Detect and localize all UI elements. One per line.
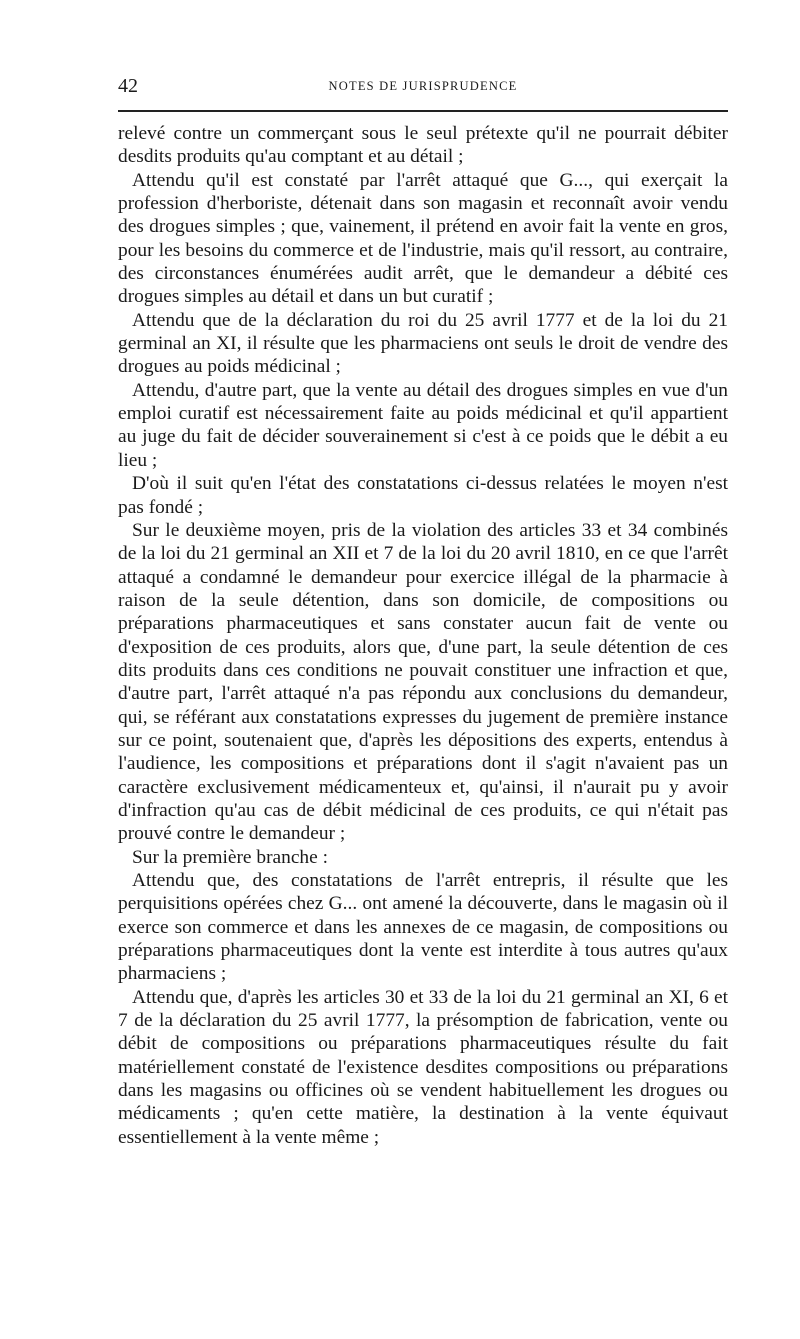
paragraph: relevé contre un commerçant sous le seul prétexte qu'il ne pourrait débiter desdits produits qu'au comptant et au détail ; (118, 123, 728, 168)
paragraph: D'où il suit qu'en l'état des constatations ci-dessus relatées le moyen n'est pas fondé ; (118, 473, 728, 518)
body-text (118, 122, 728, 1149)
paragraph: Sur le deuxième moyen, pris de la violation des articles 33 et 34 combinés de la loi du 21 germinal an XII et 7 de la loi du 20 avril 1810, en ce que l'arrêt attaqué a condamné le demandeur pour exercice illégal de la pharmacie à raison de la seule détention, dans son domicile, de compositions ou préparations pharmaceutiques et sans constater aucun fait de vente ou d'exposition de ces produits, alors que, d'une part, la seule détention de ces dits produits dans ces conditions ne pouvait constituer une infraction et que, d'autre part, l'arrêt attaqué n'a pas répondu aux conclusions du demandeur, qui, se référant aux constatations expresses du jugement de première instance sur ce point, soutenaient que, d'après les dépositions des experts, entendus à l'audience, les compositions et préparations dont il s'agit n'avaient pas un caractère exclusivement médicamenteux et, qu'ainsi, il n'aurait pu y avoir d'infraction qu'au cas de débit médicinal de ces produits, ce qui n'était pas prouvé contre le demandeur ; (118, 519, 728, 845)
paragraph: Attendu qu'il est constaté par l'arrêt attaqué que G..., qui exerçait la profession d'herboriste, détenait dans son magasin et reconnaît avoir vendu des drogues simples ; que, vainement, il prétend en avoir fait la vente en gros, pour les besoins du commerce et de l'industrie, mais qu'il ressort, au contraire, des circonstances énumérées audit arrêt, que le demandeur a débité ces drogues simples au détail et dans un but curatif ; (118, 169, 728, 308)
page-header-title: NOTES DE JURISPRUDENCE (328, 79, 518, 93)
paragraph: Attendu que de la déclaration du roi du 25 avril 1777 et de la loi du 21 germinal an XI, il résulte que les pharmaciens ont seuls le droit de vendre des drogues au poids médicinal ; (118, 309, 728, 378)
document-page (118, 72, 728, 1149)
header-rule (118, 110, 728, 112)
paragraph: Attendu que, des constatations de l'arrêt entrepris, il résulte que les perquisitions opérées chez G... ont amené la découverte, dans le magasin où il exerce son commerce et dans les annexes de ce magasin, de compositions ou préparations pharmaceutiques dont la vente est interdite à tous autres qu'aux pharmaciens ; (118, 870, 728, 985)
paragraph: Attendu que, d'après les articles 30 et 33 de la loi du 21 germinal an XI, 6 et 7 de la déclaration du 25 avril 1777, la présomption de fabrication, vente ou débit de compositions ou préparations pharmaceutiques résulte du fait matériellement constaté de l'existence desdites compositions ou préparations dans les magasins ou officines où se vendent habituellement les drogues ou médicaments ; qu'en cette matière, la destination à la vente équivaut essentiellement à la vente même ; (118, 986, 728, 1148)
running-head (118, 72, 728, 100)
page-number: 42 (118, 75, 138, 97)
paragraph: Attendu, d'autre part, que la vente au détail des drogues simples en vue d'un emploi curatif est nécessairement faite au poids médicinal et qu'il appartient au juge du fait de décider souverainement si c'est à ce poids que le débit a eu lieu ; (118, 379, 728, 471)
section-heading: Sur la première branche : (132, 846, 328, 868)
